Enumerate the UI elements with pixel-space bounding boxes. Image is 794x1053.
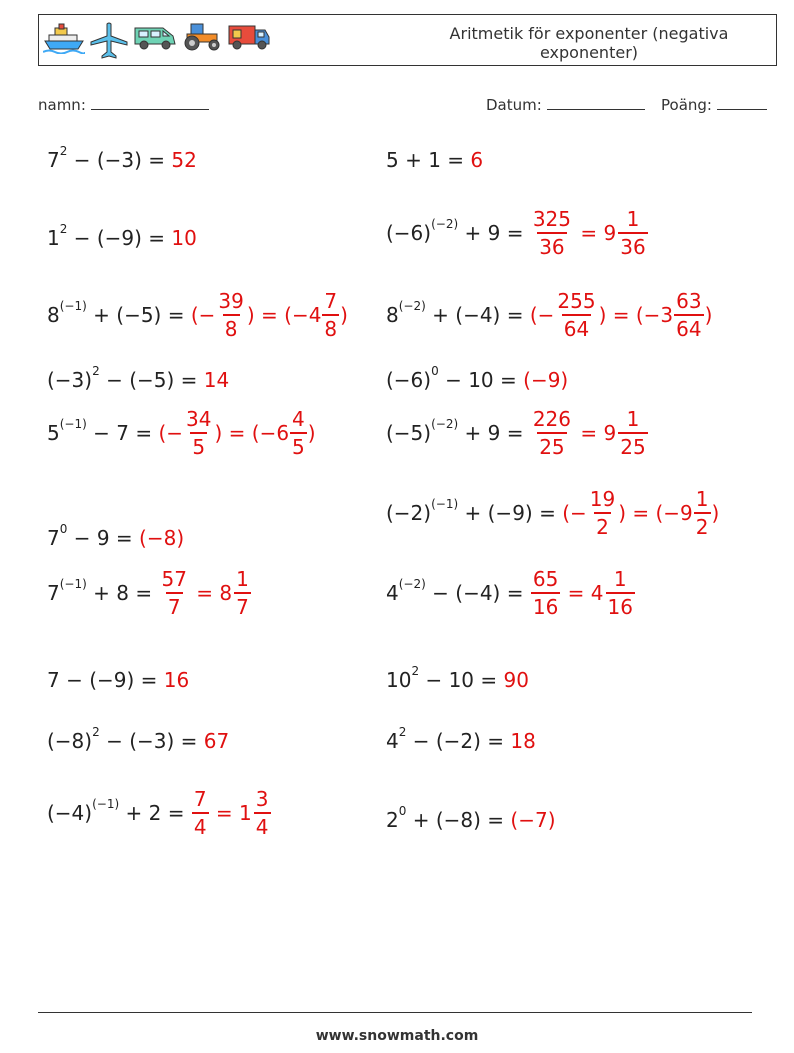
name-label: namn: (38, 96, 86, 114)
fraction: $\frac{1}{16}$ (607, 567, 633, 619)
fraction: $\frac{1}{36}$ (620, 207, 646, 259)
date-label: Datum: (486, 96, 542, 114)
truck-icon (227, 22, 271, 52)
fraction: $\frac{65}{16}$ (532, 567, 559, 619)
fraction: $\frac{4}{5}$ (292, 407, 305, 459)
worksheet-title: Aritmetik för exponenter (negativa exponenter) (449, 24, 729, 62)
score-field (661, 95, 767, 114)
problem-20: 2 $^0$ + (−8) = (−7) (386, 804, 556, 832)
fraction: $\frac{7}{4}$ (193, 787, 207, 839)
problem-5: 8 $^{(-1)}$ + (−5) = (− $\frac{39}{8}$ ) = (−4 $\frac{7}{8}$ ) (47, 289, 348, 341)
footer-url[interactable]: www.snowmath.com (315, 1028, 479, 1044)
score-blank[interactable] (717, 95, 767, 110)
fraction: $\frac{7}{8}$ (324, 289, 338, 341)
problem-18: 4 $^2$ − (−2) = 18 (386, 725, 536, 753)
problem-11: 7 $^0$ − 9 = (−8) (47, 522, 185, 550)
vehicle-icons (43, 22, 271, 60)
date-field (486, 95, 645, 114)
fraction: $\frac{63}{64}$ (676, 289, 702, 341)
van-icon (133, 22, 177, 52)
problem-1: 7 $^2$ − (−3) = 52 (47, 144, 197, 172)
answer: 52 (171, 148, 197, 172)
fraction: $\frac{1}{7}$ (236, 567, 249, 619)
problem-3: 1 $^2$ − (−9) = 10 (47, 222, 197, 250)
problem-16: 10 $^2$ − 10 = 90 (386, 664, 529, 692)
problem-8: (−6) $^0$ − 10 = (−9) (386, 364, 569, 392)
fraction: $\frac{1}{2}$ (695, 487, 709, 539)
problem-2: 5 + 1 = 6 (386, 148, 484, 172)
date-blank[interactable] (547, 95, 645, 110)
problem-14: 4 $^{(-2)}$ − (−4) = $\frac{65}{16}$ = 4 $\frac{1}{16}$ (386, 567, 633, 619)
answer: 67 (203, 729, 230, 753)
problem-4: (−6) $^{(-2)}$ + 9 = $\frac{325}{36}$ = 9 $\frac{1}{36}$ (386, 207, 646, 259)
fraction: $\frac{325}{36}$ (532, 207, 572, 259)
name-field (38, 95, 209, 114)
problem-6: 8 $^{(-2)}$ + (−4) = (− $\frac{255}{64}$ ) = (−3 $\frac{63}{64}$ ) (386, 289, 713, 341)
fraction: $\frac{226}{25}$ (532, 407, 572, 459)
fraction: $\frac{34}{5}$ (186, 407, 212, 459)
answer: 10 (171, 226, 197, 250)
airplane-icon (89, 22, 129, 60)
footer-divider (38, 1012, 752, 1013)
fraction: $\frac{255}{64}$ (557, 289, 596, 341)
problem-13: 7 $^{(-1)}$ + 8 = $\frac{57}{7}$ = 8 $\frac{1}{7}$ (47, 567, 249, 619)
tractor-icon (181, 22, 223, 52)
problem-15: 7 − (−9) = 16 (47, 668, 190, 692)
problem-12: (−2) $^{(-1)}$ + (−9) = (− $\frac{19}{2}$ ) = (−9 $\frac{1}{2}$ ) (386, 487, 720, 539)
answer: 18 (510, 729, 536, 753)
answer: (−9) (523, 368, 569, 392)
name-blank[interactable] (91, 95, 209, 110)
fraction: $\frac{19}{2}$ (589, 487, 616, 539)
answer: (−7) (510, 808, 556, 832)
score-label: Poäng: (661, 96, 712, 114)
answer: 90 (503, 668, 529, 692)
answer: 6 (470, 148, 484, 172)
fraction: $\frac{1}{25}$ (620, 407, 646, 459)
ship-icon (43, 22, 85, 54)
problem-7: (−3) $^2$ − (−5) = 14 (47, 364, 230, 392)
header-box (38, 14, 777, 66)
problem-10: (−5) $^{(-2)}$ + 9 = $\frac{226}{25}$ = 9 $\frac{1}{25}$ (386, 407, 646, 459)
problem-19: (−4) $^{(-1)}$ + 2 = $\frac{7}{4}$ = 1 $\frac{3}{4}$ (47, 787, 269, 839)
answer: 16 (163, 668, 190, 692)
fraction: $\frac{39}{8}$ (218, 289, 244, 341)
answer: 14 (203, 368, 230, 392)
answer: (−8) (139, 526, 185, 550)
problem-17: (−8) $^2$ − (−3) = 67 (47, 725, 230, 753)
fraction: $\frac{57}{7}$ (161, 567, 187, 619)
problem-9: 5 $^{(-1)}$ − 7 = (− $\frac{34}{5}$ ) = (−6 $\frac{4}{5}$ ) (47, 407, 316, 459)
fraction: $\frac{3}{4}$ (255, 787, 269, 839)
